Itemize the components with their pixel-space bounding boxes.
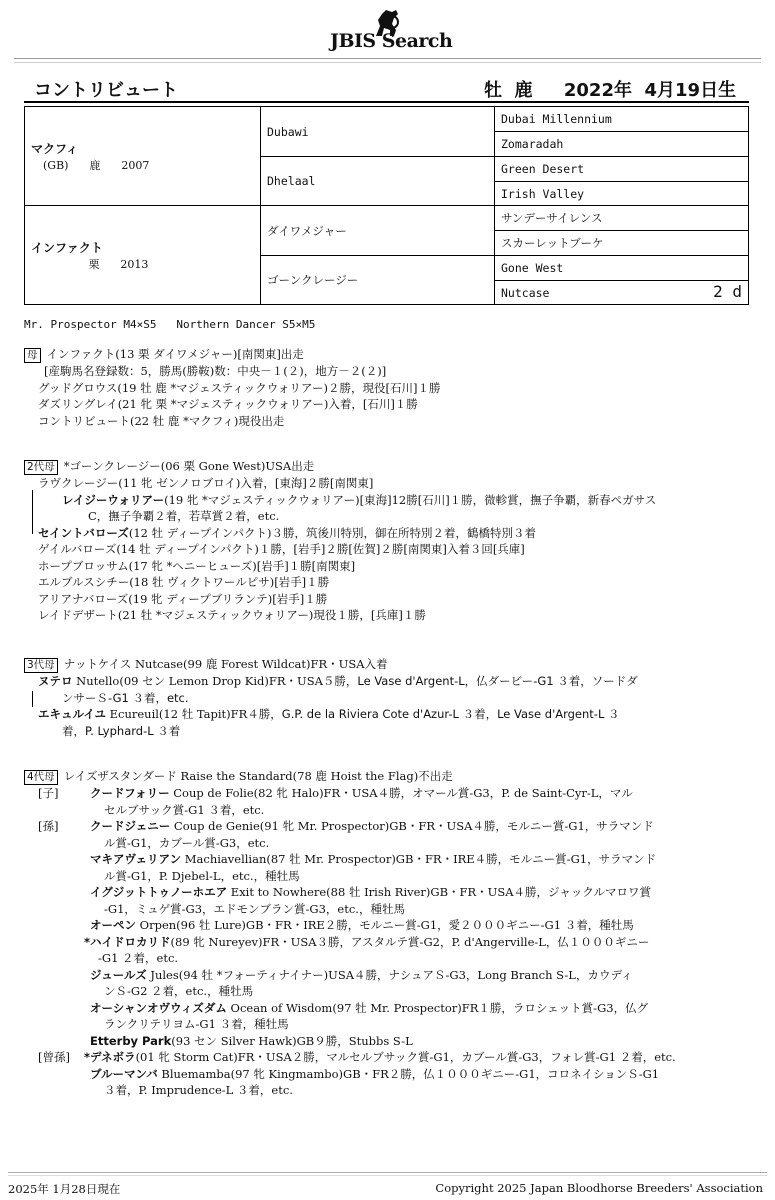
sire-name[interactable]: マクフィ — [31, 141, 79, 156]
header-rule — [14, 58, 761, 59]
dam-produce-stats: [産駒馬名登録数：5，勝馬(勝鞍)数：中央－１(２)，地方－２(２)] — [44, 364, 387, 378]
fourth-dam-descendants — [24, 785, 754, 1099]
descendant-record-cont: -G1，ミュゲ賞-G3，エドモンブラン賞-G3，etc.，種牡馬 — [104, 901, 405, 916]
dosage-mark: 2 d — [713, 282, 742, 301]
descendant-name: クードジェニー — [90, 819, 171, 833]
dam-dam-sire[interactable]: Gone West — [495, 256, 749, 281]
dam-sire-sire[interactable]: サンデーサイレンス — [495, 206, 749, 231]
descendant-record-cont: -G1 ２着，etc. — [98, 951, 179, 965]
descendant-name: *デネボラ — [84, 1050, 136, 1064]
descendant-record: Machiavellian(87 牡 Mr. Prospector)GB・FR・IRE４勝，モルニー賞-G1，サラマンド — [181, 852, 657, 866]
produce-line: (19 牝 *マジェスティックウォリアー)[東海]12勝[石川]１勝，微軫賞，撫子争覇，新春ペガサス — [164, 492, 657, 507]
generation-label: [曾孫] — [38, 1050, 70, 1064]
horse-title-row — [34, 76, 749, 102]
descendant-row — [24, 851, 754, 868]
footer-rule — [8, 1172, 767, 1173]
sire-sire-dam[interactable]: Zomaradah — [495, 132, 749, 157]
dam-sire[interactable]: ダイワメジャー — [261, 206, 495, 256]
descendant-record: Coup de Folie(82 牝 Halo)FR・USA４勝，オマール賞-G3，P. de Saint-Cyr-L，マル — [169, 786, 633, 800]
sire-cell — [25, 107, 261, 206]
descendant-name: イグジットトゥノーホエア — [90, 885, 228, 899]
produce-line: ダズリングレイ(21 牝 栗 *マジェスティックウォリアー)入着，[石川]１勝 — [38, 397, 418, 411]
produce-line: グッドグロウス(19 牡 鹿 *マジェスティックウォリアー)２勝，現役[石川]１勝 — [38, 380, 441, 395]
sire-dam[interactable]: Dhelaal — [261, 157, 495, 206]
footer-copyright: Copyright 2025 Japan Bloodhorse Breeders' Association — [435, 1181, 763, 1195]
descendant-row — [24, 818, 754, 835]
produce-line: エルブルスシチー(18 牡 ヴィクトワールピサ)[岩手]１勝 — [38, 575, 330, 589]
title-underline — [24, 101, 749, 103]
jbis-logo[interactable] — [330, 8, 460, 54]
fourth-dam-section — [24, 768, 754, 1099]
dam-dam[interactable]: ゴーンクレージー — [261, 256, 495, 305]
fourth-dam-tag: 4代母 — [24, 770, 58, 785]
descendant-record: Ocean of Wisdom(97 牡 Mr. Prospector)FR１勝，ラロシェット賞-G3，仏グ — [226, 1000, 649, 1015]
descendant-row — [24, 917, 754, 934]
descendant-name: ジュールズ — [90, 967, 147, 982]
produce-line: ゲイルバローズ(14 牡 ディープインパクト)１勝，[岩手]２勝[佐賀]２勝[南関東]入着３回[兵庫] — [38, 542, 525, 556]
sire-dam-dam[interactable]: Irish Valley — [495, 182, 749, 206]
descendant-record-cont: ンＳ-G2 ２着，etc.，種牡馬 — [104, 984, 254, 998]
descendant-record: Bluemamba(97 牝 Kingmambo)GB・FR２勝，仏１０００ギニー-G1，コロネイションＳ-G1 — [157, 1066, 660, 1081]
descendant-record: (01 牝 Storm Cat)FR・USA２勝，マルセルブサック賞-G1，カブール賞-G3，フォレ賞-G1 ２着，etc. — [135, 1050, 676, 1064]
sire-sire[interactable]: Dubawi — [261, 107, 495, 157]
inbreeding-line: Mr. Prospector M4×S5 Northern Dancer S5×M5 — [24, 318, 316, 331]
descendant-row — [24, 1000, 754, 1017]
descendant-record-cont: ル賞-G1，カブール賞-G3，etc. — [104, 835, 270, 850]
third-dam-section: 3代母 ナットケイス Nutcase(99 鹿 Forest Wildcat)FR・USA入着 ヌテロ Nutello(09 セン Lemon Drop Kid)FR・USA５勝，Le Vase d'Argent-L，仏ダービー-G1 ３着，ソードダ ンサーＳ-G1 ３着，etc. エキュルイユ Ecureuil(12 牡 Tapit)FR４勝，G.P. de la Riviera Cote d'Azur-L ３着，Le Vase d'Argent-L ３ 着，P. Lyphard-L ３着 — [24, 656, 754, 739]
dam-cell — [25, 206, 261, 305]
header-rule-light — [14, 62, 761, 63]
descendant-record: (89 牝 Nureyev)FR・USA３勝，アスタルテ賞-G2，P. d'Angerville-L，仏１０００ギニー — [170, 934, 650, 949]
descendant-record: Jules(94 牡 *フォーティナイナー)USA４勝，ナシュアＳ-G3，Long Branch S-L，カウディ — [146, 967, 633, 982]
descendant-name: マキアヴェリアン — [90, 852, 182, 866]
descendant-row — [24, 1066, 754, 1083]
descendant-record-cont: ランクリテリヨム-G1 ３着，種牡馬 — [104, 1017, 289, 1031]
third-dam-head: ナットケイス Nutcase(99 鹿 Forest Wildcat)FR・USA入着 — [63, 657, 388, 671]
sire-detail: (GB) 鹿 2007 — [43, 158, 150, 172]
produce-line: アリアナバローズ(19 牝 ディープブリランテ)[岩手]１勝 — [38, 591, 328, 606]
descendant-row — [24, 967, 754, 984]
descendant-row — [24, 884, 754, 901]
produce-line: レイドデザート(21 牡 *マジェスティックウォリアー)現役１勝，[兵庫]１勝 — [38, 608, 426, 622]
produce-line: ホープブロッサム(17 牝 *ヘニーヒューズ)[岩手]１勝[南関東] — [38, 558, 356, 573]
dam-tag: 母 — [24, 348, 41, 363]
logo-text: JBIS Search — [330, 30, 453, 52]
horse-name: コントリビュート — [34, 80, 178, 101]
dam-head: インファクト(13 栗 ダイワメジャー)[南関東]出走 — [46, 347, 304, 361]
horse-info: 牡 鹿 2022年 4月19日生 — [484, 80, 737, 101]
pedigree-table — [24, 106, 749, 305]
descendant-record-cont: セルブサック賞-G1 ３着，etc. — [104, 802, 265, 817]
footer-rule-light — [8, 1175, 767, 1176]
descendant-name: Etterby Park — [90, 1033, 172, 1048]
descendant-record-cont: ３着，P. Imprudence-L ３着，etc. — [104, 1083, 293, 1097]
dam-dam-dam-cell — [495, 281, 749, 305]
descendant-name: オーペン — [90, 918, 136, 932]
dam-dam-dam[interactable]: Nutcase — [501, 285, 550, 300]
descendant-row — [24, 934, 754, 951]
second-dam-head: *ゴーンクレージー(06 栗 Gone West)USA出走 — [63, 459, 315, 473]
dam-name[interactable]: インファクト — [31, 240, 103, 255]
dam-sire-dam[interactable]: スカーレットブーケ — [495, 231, 749, 256]
second-dam-tag: 2代母 — [24, 460, 58, 475]
descendant-name: オーシャンオヴウィズダム — [90, 1000, 227, 1015]
generation-label: [孫] — [38, 819, 59, 833]
produce-line-cont: C，撫子争覇２着，若草賞２着，etc. — [88, 509, 280, 523]
sire-sire-sire[interactable]: Dubai Millennium — [495, 107, 749, 132]
produce-line: ラヴクレージー(11 牝 ゼンノロブロイ)入着，[東海]２勝[南関東] — [38, 476, 374, 490]
footer-date: 2025年 1月28日現在 — [8, 1182, 121, 1196]
descendant-record: Coup de Genie(91 牝 Mr. Prospector)GB・FR・USA４勝，モルニー賞-G1，サラマンド — [170, 819, 654, 833]
fourth-dam-head: レイズザスタンダード Raise the Standard(78 鹿 Hoist the Flag)不出走 — [63, 769, 453, 783]
second-dam-section: 2代母 *ゴーンクレージー(06 栗 Gone West)USA出走 ラヴクレージー(11 牝 ゼンノロブロイ)入着，[東海]２勝[南関東] レイジーウォリアー(19 牝 *マジェスティックウォリアー)[東海]12勝[石川]１勝，微軫賞，撫子争覇，新春ペガサス C，撫子争覇２着，若草賞２着，etc. セイントバローズ(12 牡 ディープインパクト)３勝，筑後川特別，御在所特別２着，鶴橋特別３着 ゲイルバローズ(14 牡 ディープインパクト)１勝，[岩手]２勝[佐賀]２勝[南関東]入着３回[兵庫] ホープブロッサム(17 牝 *ヘニーヒューズ)[岩手]１勝[南関東] エルブルスシチー(18 牡 ヴィクトワールピサ)[岩手]１勝 アリアナバローズ(19 牝 ディープブリランテ)[岩手]１勝 レイドデザート(21 牡 *マジェスティックウォリアー)現役１勝，[兵庫]１勝 — [24, 458, 754, 624]
descendant-record-cont: ル賞-G1，P. Djebel-L，etc.，種牡馬 — [104, 868, 300, 883]
dam-detail: 栗 2013 — [43, 257, 149, 271]
produce-bold-name: セイントバローズ — [38, 525, 129, 540]
descendant-row — [24, 1033, 754, 1050]
descendant-name: *ハイドロカリド — [84, 934, 171, 949]
produce-bold-name: レイジーウォリアー — [62, 492, 165, 507]
dam-section — [24, 346, 754, 429]
generation-label: [子] — [38, 786, 59, 800]
descendant-row — [24, 1049, 754, 1066]
descendant-name: ブルーマンバ — [90, 1066, 158, 1081]
descendant-record: Exit to Nowhere(88 牡 Irish River)GB・FR・USA４勝，ジャックルマロワ賞 — [227, 885, 651, 899]
descendant-record: Orpen(96 牡 Lure)GB・FR・IRE２勝，モルニー賞-G1，愛２０００ギニー-G1 ３着，種牡馬 — [136, 918, 634, 932]
produce-bold-name: ヌテロ — [38, 674, 73, 688]
descendant-row — [24, 785, 754, 802]
produce-bold-name: エキュルイユ — [38, 707, 106, 721]
descendant-name: クードフォリー — [90, 786, 170, 800]
produce-line: コントリビュート(22 牡 鹿 *マクフィ)現役出走 — [38, 413, 285, 428]
descendant-record: (93 セン Silver Hawk)GB９勝，Stubbs S-L — [171, 1033, 413, 1048]
sire-dam-sire[interactable]: Green Desert — [495, 157, 749, 182]
third-dam-tag: 3代母 — [24, 658, 58, 673]
